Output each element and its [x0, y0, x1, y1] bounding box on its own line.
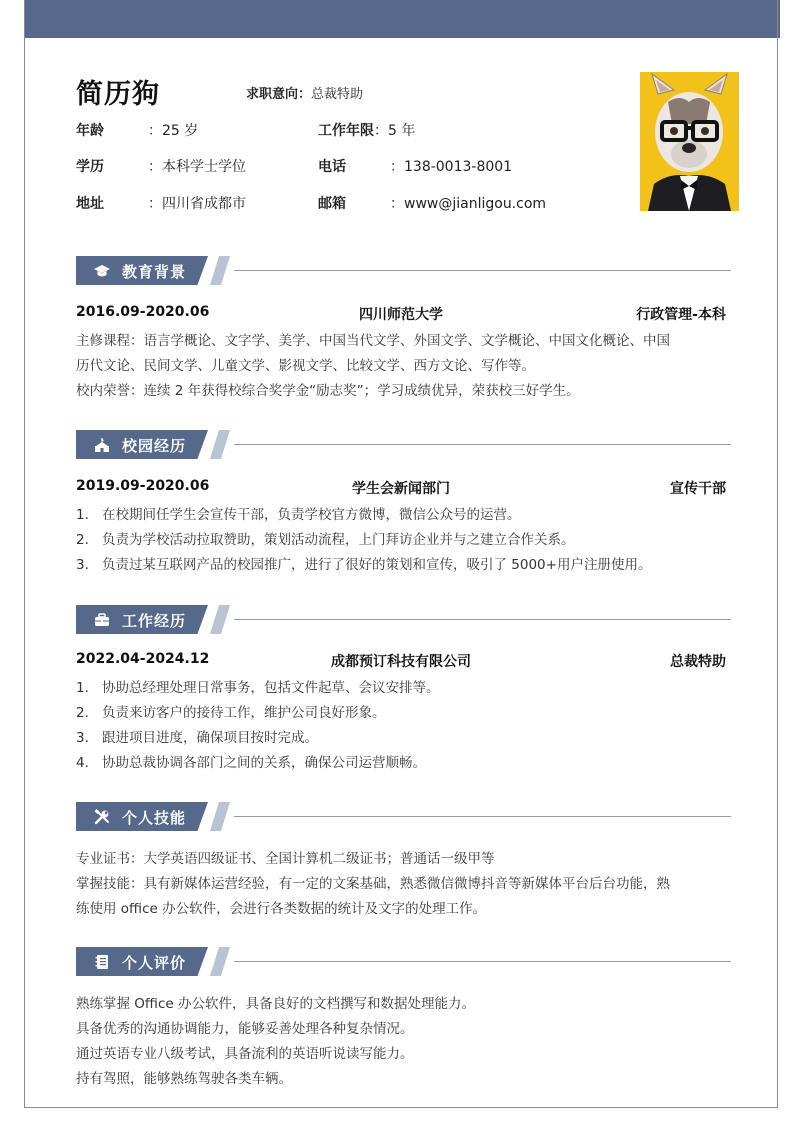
skills-certificates: 专业证书：大学英语四级证书、全国计算机二级证书；普通话一级甲等 [76, 851, 495, 867]
dog-avatar-icon [640, 72, 739, 211]
work-period: 2022.04-2024.12 [76, 651, 210, 667]
section-slash [210, 605, 230, 634]
education-period: 2016.09-2020.06 [76, 304, 210, 320]
info-education [76, 156, 246, 176]
years-value: ：5 年 [374, 123, 416, 139]
evaluation-details [76, 992, 728, 1092]
evaluation-line: 熟练掌握 Office 办公软件，具备良好的文档撰写和数据处理能力。 [76, 996, 475, 1012]
list-item: 3. 负责过某互联网产品的校园推广，进行了很好的策划和宣传，吸引了 5000+用户注册使用。 [76, 557, 652, 573]
addr-label: 地址 [76, 196, 104, 212]
info-phone [318, 156, 512, 176]
section-divider [234, 444, 731, 445]
section-slash [210, 947, 230, 976]
job-intent-label: 求职意向： [246, 87, 312, 102]
email-value: ：www@jianligou.com [390, 196, 547, 212]
info-email [318, 193, 546, 213]
age-label: 年龄 [76, 123, 104, 139]
section-title: 工作经历 [122, 612, 187, 630]
tools-icon [94, 809, 110, 825]
campus-role: 宣传干部 [670, 481, 726, 497]
work-role: 总裁特助 [670, 654, 726, 670]
section-slash [210, 256, 230, 285]
skills-details [76, 847, 728, 922]
info-years [318, 120, 415, 140]
job-intent-value: 总裁特助 [311, 87, 364, 102]
skills-line: 练使用 office 办公软件，会进行各类数据的统计及文字的处理工作。 [76, 901, 487, 917]
work-duties-list [76, 676, 440, 776]
section-header-campus [76, 430, 731, 459]
skills-line: 掌握技能：具有新媒体运营经验，有一定的文案基础，熟悉微信微博抖音等新媒体平台后台功能，熟 [76, 876, 670, 892]
section-title: 个人评价 [122, 954, 187, 972]
evaluation-line: 持有驾照，能够熟练驾驶各类车辆。 [76, 1071, 292, 1087]
education-school: 四川师范大学 [359, 307, 443, 323]
info-age [76, 120, 198, 140]
campus-summary-row [76, 478, 726, 498]
section-title: 个人技能 [122, 809, 187, 827]
section-header-education [76, 256, 731, 285]
edu-label: 学历 [76, 159, 104, 175]
age-value: ：25 岁 [148, 123, 199, 139]
edu-value: ：本科学士学位 [148, 159, 246, 175]
education-summary-row [76, 304, 726, 324]
briefcase-icon [94, 612, 110, 628]
candidate-name: 简历狗 [76, 79, 160, 110]
job-intent [246, 83, 363, 102]
work-company: 成都预订科技有限公司 [331, 654, 471, 670]
years-label: 工作年限 [318, 123, 374, 139]
list-item: 2. 负责来访客户的接待工作，维护公司良好形象。 [76, 705, 386, 721]
addr-value: ：四川省成都市 [148, 196, 246, 212]
section-header-work [76, 605, 731, 634]
section-divider [234, 816, 731, 817]
section-divider [234, 961, 731, 962]
section-title: 教育背景 [122, 263, 187, 281]
education-honors: 校内荣誉：连续 2 年获得校综合奖学金“励志奖”；学习成绩优异，荣获校三好学生。 [76, 383, 580, 399]
education-courses-line: 历代文论、民间文学、儿童文学、影视文学、比较文学、西方文论、写作等。 [76, 358, 535, 374]
list-item: 1. 协助总经理处理日常事务，包括文件起草、会议安排等。 [76, 680, 440, 696]
education-major: 行政管理-本科 [636, 307, 726, 323]
section-title: 校园经历 [122, 437, 187, 455]
evaluation-line: 通过英语专业八级考试，具备流利的英语听说读写能力。 [76, 1046, 414, 1062]
evaluation-line: 具备优秀的沟通协调能力，能够妥善处理各种复杂情况。 [76, 1021, 414, 1037]
section-divider [234, 270, 731, 271]
education-courses-line: 主修课程：语言学概论、文字学、美学、中国当代文学、外国文学、文学概论、中国文化概论、中国 [76, 333, 670, 349]
phone-value: ：138-0013-8001 [390, 159, 513, 175]
education-details [76, 329, 728, 404]
section-header-skills [76, 802, 731, 831]
profile-photo [640, 72, 739, 211]
section-slash [210, 802, 230, 831]
section-header-evaluation [76, 947, 731, 976]
list-item: 1. 在校期间任学生会宣传干部，负责学校官方微博，微信公众号的运营。 [76, 507, 521, 523]
list-item: 2. 负责为学校活动拉取赞助，策划活动流程，上门拜访企业并与之建立合作关系。 [76, 532, 575, 548]
list-item: 3. 跟进项目进度，确保项目按时完成。 [76, 730, 318, 746]
list-item: 4. 协助总裁协调各部门之间的关系，确保公司运营顺畅。 [76, 755, 426, 771]
work-summary-row [76, 651, 726, 671]
section-slash [210, 430, 230, 459]
campus-period: 2019.09-2020.06 [76, 478, 210, 494]
graduation-cap-icon [94, 263, 110, 279]
info-address [76, 193, 246, 213]
campus-building-icon [94, 437, 110, 453]
notebook-icon [94, 954, 110, 970]
phone-label: 电话 [318, 159, 346, 175]
email-label: 邮箱 [318, 196, 346, 212]
campus-duties-list [76, 503, 651, 578]
section-divider [234, 619, 731, 620]
campus-organization: 学生会新闻部门 [352, 481, 450, 497]
